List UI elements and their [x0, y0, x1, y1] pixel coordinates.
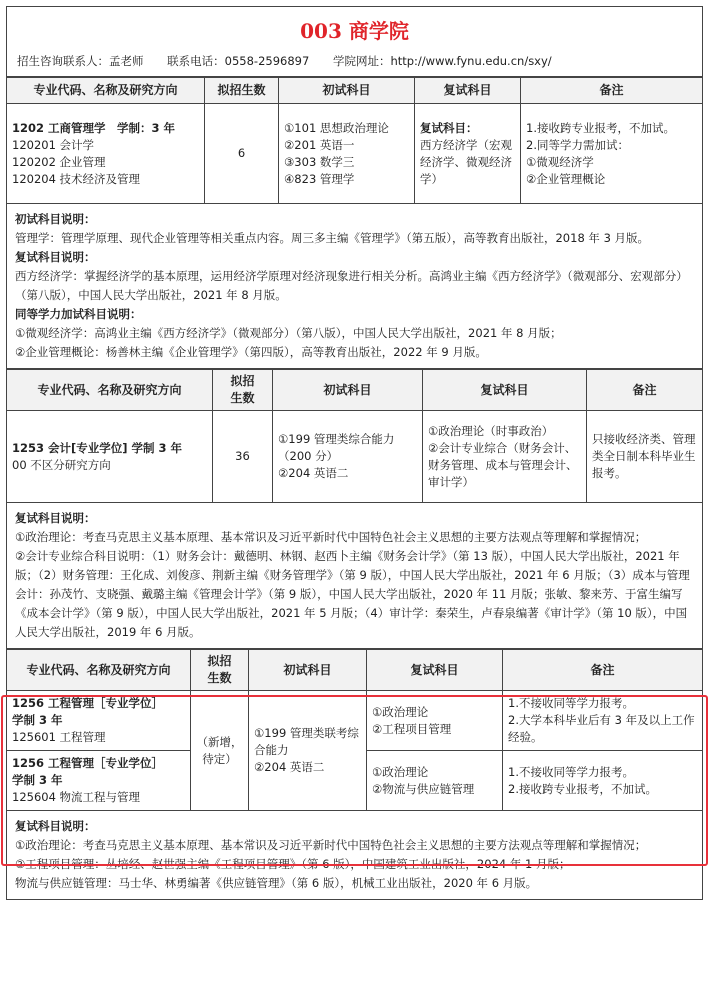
retest-subjects — [423, 411, 587, 503]
admissions-page — [6, 6, 703, 900]
initial-subjects — [249, 691, 367, 811]
retest-item: ②会计专业综合（财务会计、财务管理、成本与管理会计、审计学） — [428, 440, 578, 489]
header-retest: 复试科目 — [415, 78, 521, 104]
major-name: 1256 工程管理［专业学位］ — [12, 696, 164, 710]
direction-item: 00 不区分研究方向 — [12, 457, 111, 472]
major-name: 1256 工程管理［专业学位］ — [12, 756, 164, 770]
initial-subjects — [279, 104, 415, 204]
note-heading: 初试科目说明： — [15, 212, 96, 226]
retest-item: ①政治理论 — [372, 764, 429, 779]
header-retest: 复试科目 — [423, 370, 587, 411]
note-heading: 同等学力加试科目说明： — [15, 307, 142, 321]
major-duration: 学制 3 年 — [12, 773, 63, 787]
subject-item: ④823 管理学 — [284, 171, 355, 186]
major-cell — [7, 411, 213, 503]
header-initial: 初试科目 — [249, 650, 367, 691]
retest-item: ①政治理论（时事政治） — [428, 423, 554, 438]
notes-cell-125604 — [503, 751, 703, 811]
header-major: 专业代码、名称及研究方向 — [7, 78, 205, 104]
note-item: 2.大学本科毕业后有 3 年及以上工作经验。 — [508, 713, 695, 744]
header-quota-line: 拟招 — [207, 654, 232, 668]
subject-item: ①199 管理类综合能力（200 分） — [278, 432, 395, 463]
quota-cell: 36 — [213, 411, 273, 503]
explanation-1256 — [6, 811, 703, 900]
program-table-1253 — [6, 369, 703, 503]
notes-cell — [521, 104, 703, 204]
retest-item: 西方经济学（宏观经济学、微观经济学） — [420, 137, 512, 186]
header-retest: 复试科目 — [367, 650, 503, 691]
note-paragraph: ①微观经济学：高鸿业主编《西方经济学》（微观部分）（第八版），中国人民大学出版社，2021 年 8 月版； — [15, 326, 562, 340]
contact-line — [7, 49, 702, 76]
direction-item: 125601 工程管理 — [12, 730, 106, 744]
direction-item: 125604 物流工程与管理 — [12, 790, 141, 804]
contact-website: 学院网址：http://www.fynu.edu.cn/sxy/ — [332, 54, 552, 68]
quota-cell: （新增，待定） — [191, 691, 249, 811]
initial-subjects — [273, 411, 423, 503]
subject-item: ①101 思想政治理论 — [284, 120, 389, 135]
header-quota: 拟招生数 — [205, 78, 279, 104]
major-cell-125601 — [7, 691, 191, 751]
note-item: ①微观经济学 — [526, 154, 594, 169]
retest-label: 复试科目： — [420, 120, 478, 135]
note-item: 1.不接收同等学力报考。 — [508, 764, 634, 779]
retest-subjects-125601 — [367, 691, 503, 751]
header-notes: 备注 — [503, 650, 703, 691]
school-header — [6, 6, 703, 77]
note-paragraph: ①政治理论：考查马克思主义基本原理、基本常识及习近平新时代中国特色社会主义思想的主要方法观点等理解和掌握情况； — [15, 838, 647, 852]
contact-phone: 联系电话：0558-2596897 — [167, 54, 310, 68]
retest-item: ②工程项目管理 — [372, 721, 452, 736]
header-quota-line: 生数 — [207, 671, 232, 685]
major-name: 1202 工商管理学 学制：3 年 — [12, 120, 176, 135]
note-paragraph: 物流与供应链管理：马士华、林勇编著《供应链管理》（第 6 版），机械工业出版社，2020 年 6 月版。 — [15, 876, 538, 890]
page-title: 003 商学院 — [300, 19, 409, 43]
direction-item: 120202 企业管理 — [12, 154, 106, 169]
note-paragraph: ②工程项目管理：丛培经、赵世强主编《工程项目管理》（第 6 版），中国建筑工业出版社，2024 年 1 月版； — [15, 857, 571, 871]
subject-item: ②204 英语二 — [278, 466, 349, 480]
header-major: 专业代码、名称及研究方向 — [7, 370, 213, 411]
retest-subjects-125604 — [367, 751, 503, 811]
header-initial: 初试科目 — [279, 78, 415, 104]
retest-subjects — [415, 104, 521, 204]
subject-item: ②204 英语二 — [254, 760, 325, 774]
notes-cell: 只接收经济类、管理类全日制本科毕业生报考。 — [587, 411, 703, 503]
program-table-1202 — [6, 77, 703, 204]
contact-person: 招生咨询联系人：孟老师 — [17, 54, 144, 68]
notes-cell-125601 — [503, 691, 703, 751]
note-heading: 复试科目说明： — [15, 819, 96, 833]
header-notes: 备注 — [521, 78, 703, 104]
header-quota-line: 拟招 — [230, 374, 255, 388]
note-paragraph: ①政治理论：考查马克思主义基本原理、基本常识及习近平新时代中国特色社会主义思想的主要方法观点等理解和掌握情况； — [15, 530, 647, 544]
subject-item: ①199 管理类联考综合能力 — [254, 726, 359, 757]
subject-item: ③303 数学三 — [284, 154, 355, 169]
program-table-1256 — [6, 649, 703, 811]
header-quota — [191, 650, 249, 691]
note-paragraph: 管理学：管理学原理、现代企业管理等相关重点内容。周三多主编《管理学》（第五版），高等教育出版社，2018 年 3 月版。 — [15, 231, 650, 245]
note-paragraph: ②会计专业综合科目说明：（1）财务会计：戴德明、林钢、赵西卜主编《财务会计学》（第 13 版），中国人民大学出版社，2021 年版；（2）财务管理：王化成、刘俊彦、荆新主编《财务管理学》（第 9 版），中国人民大学出版社，2021 年 6 月版；（3）成本与管理会计：孙茂竹、支晓强、戴璐主编《管理会计学》（第 9 版），中国人民大学出版社，2020 年 11 月版；张敏、黎来芳、于富生编写《成本会计学》（第 9 版），中国人民大学出版社，2021 年 5 月版；（4）审计学：秦荣生，卢春泉编著《审计学》（第 10 版），中国人民大学出版社，2019 年 6 月版。 — [15, 549, 690, 639]
explanation-1253 — [6, 503, 703, 649]
note-item: ②企业管理概论 — [526, 171, 606, 186]
retest-item: ②物流与供应链管理 — [372, 781, 475, 796]
note-paragraph: ②企业管理概论：杨善林主编《企业管理学》（第四版），高等教育出版社，2022 年 9 月版。 — [15, 345, 487, 359]
header-notes: 备注 — [587, 370, 703, 411]
note-item: 2.同等学力需加试： — [526, 137, 629, 152]
note-heading: 复试科目说明： — [15, 250, 96, 264]
note-item: 2.接收跨专业报考，不加试。 — [508, 781, 657, 796]
header-quota-line: 生数 — [230, 391, 255, 405]
explanation-1202 — [6, 204, 703, 369]
retest-item: ①政治理论 — [372, 704, 429, 719]
major-cell — [7, 104, 205, 204]
header-major: 专业代码、名称及研究方向 — [7, 650, 191, 691]
major-duration: 学制 3 年 — [12, 713, 63, 727]
header-initial: 初试科目 — [273, 370, 423, 411]
major-cell-125604 — [7, 751, 191, 811]
subject-item: ②201 英语一 — [284, 137, 355, 152]
header-quota — [213, 370, 273, 411]
direction-item: 120204 技术经济及管理 — [12, 171, 141, 186]
note-item: 1.不接收同等学力报考。 — [508, 696, 634, 710]
note-item: 1.接收跨专业报考，不加试。 — [526, 120, 675, 135]
major-name: 1253 会计[专业学位] 学制 3 年 — [12, 440, 183, 455]
direction-item: 120201 会计学 — [12, 137, 95, 152]
note-heading: 复试科目说明： — [15, 511, 96, 525]
note-paragraph: 西方经济学：掌握经济学的基本原理，运用经济学原理对经济现象进行相关分析。高鸿业主编《西方经济学》（微观部分、宏观部分）（第八版），中国人民大学出版社，2021 年 8 月版。 — [15, 269, 688, 302]
quota-cell: 6 — [205, 104, 279, 204]
